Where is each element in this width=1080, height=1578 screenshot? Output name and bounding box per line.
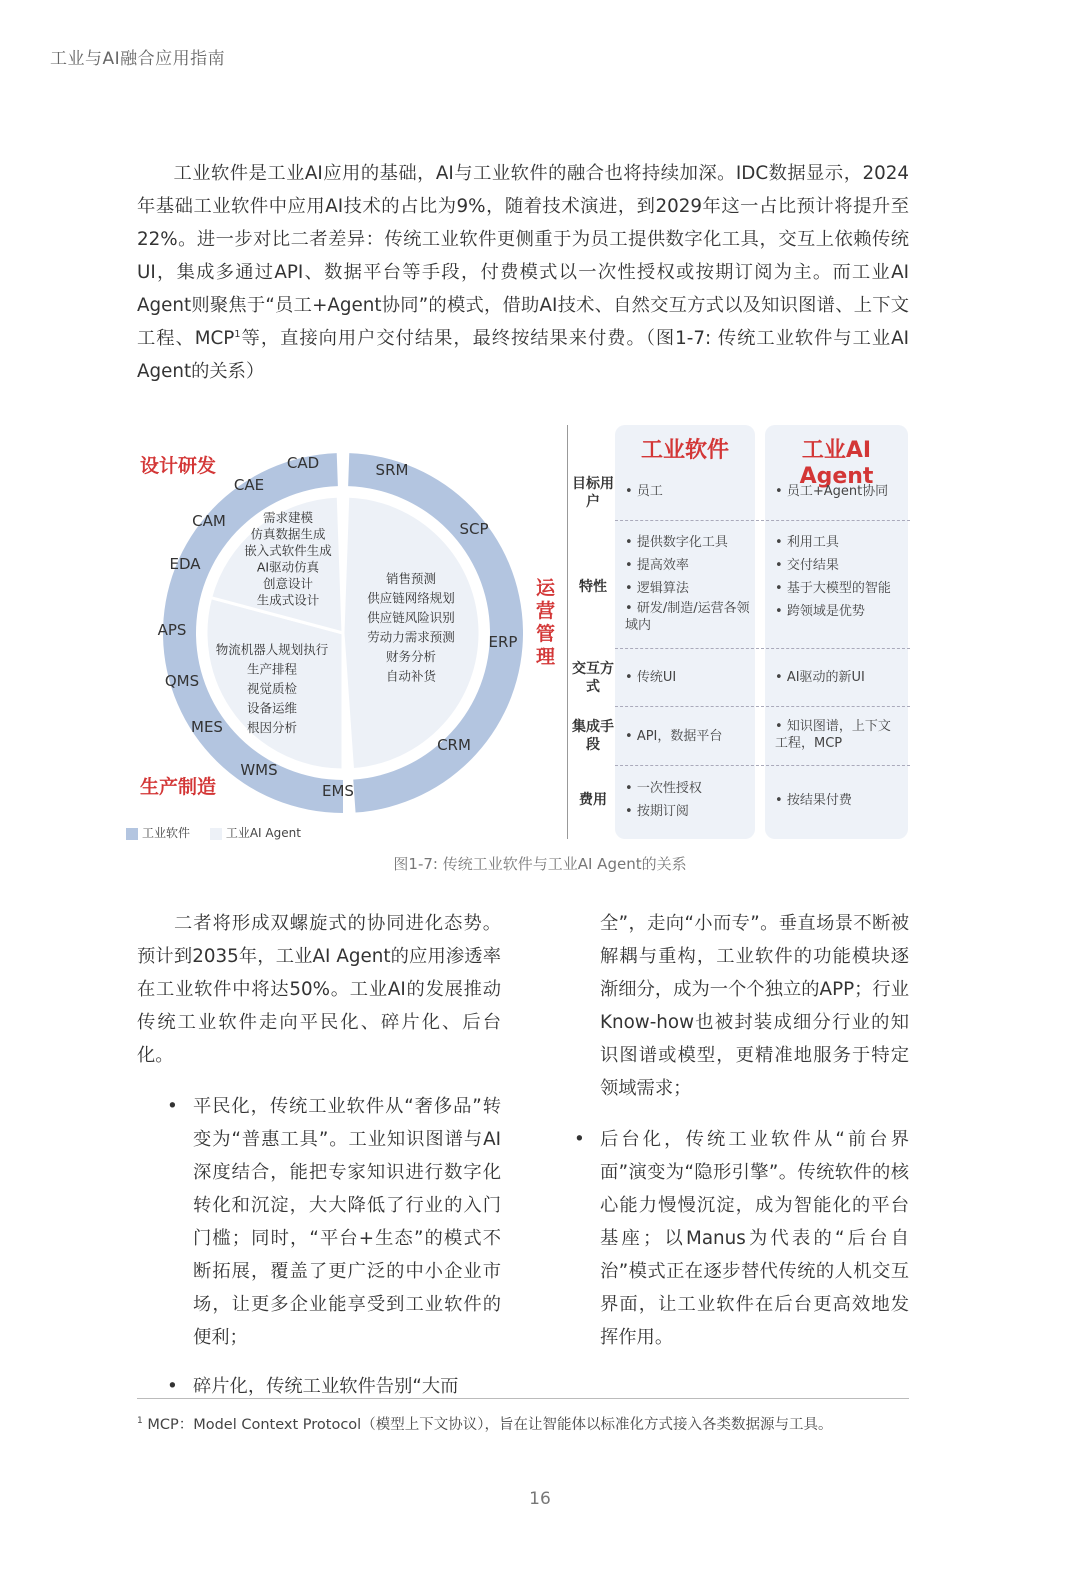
cell-interaction-software: • 传统UI: [625, 666, 750, 689]
footnote-ref: 1: [234, 328, 241, 340]
ring-label-cad: CAD: [286, 454, 320, 472]
operations-item-0: 销售预测: [385, 571, 437, 586]
category-operations-1: 营: [536, 600, 556, 622]
intro-text-b: 等，直接向用户交付结果，最终按结果来付费。（图1-7: 传统工业软件与工业AI Agent的关系）: [137, 328, 909, 382]
cell-integration-software: • API，数据平台: [625, 725, 750, 748]
production-item-4: 根因分析: [246, 720, 298, 735]
design-item-5: 生成式设计: [256, 592, 320, 608]
ring-label-erp: ERP: [488, 633, 518, 651]
design-item-2: 嵌入式软件生成: [244, 543, 332, 558]
page-number: 16: [529, 1489, 551, 1509]
ring-label-cae: CAE: [233, 476, 265, 494]
ring-label-aps: APS: [157, 621, 187, 639]
ring-label-scp: SCP: [459, 520, 489, 538]
intro-paragraph: [137, 157, 909, 388]
header-software: 工业软件: [640, 438, 729, 463]
cell-users-agent: • 员工+Agent协同: [775, 480, 905, 503]
cell-features-agent: • 利用工具 • 交付结果 • 基于大模型的智能 • 跨领域是优势: [775, 531, 905, 623]
intro-text-a: 工业软件是工业AI应用的基础，AI与工业软件的融合也将持续加深。IDC数据显示，2024年基础工业软件中应用AI技术的占比为9%，随着技术演进，到2029年这一占比预计将提升至22%。进一步对比二者差异：传统工业软件更侧重于为员工提供数字化工具，交互上依赖传统UI，集成多通过API、数据平台等手段，付费模式以一次性授权或按期订阅为主。而工业AI Agent则聚焦于“员工+Agent协同”的模式，借助AI技术、自然交互方式以及知识图谱、上下文工程、MCP: [137, 163, 909, 349]
row-label-users: 目标用户: [572, 476, 614, 510]
operations-item-5: 自动补货: [385, 668, 437, 684]
bullet-backend: • 后台化，传统工业软件从“前台界面”演变为“隐形引擎”。传统软件的核心能力慢慢沉淀，成为智能化的平台基座；以Manus为代表的“后台自治”模式正在逐步替代传统的人机交互界面，让工业软件在后台更高效地发挥作用。: [574, 1123, 909, 1354]
row-label-interaction: 交互方式: [572, 661, 614, 695]
category-operations-2: 管: [536, 623, 556, 645]
ring-label-srm: SRM: [375, 461, 409, 479]
row-label-integration: 集成手段: [572, 719, 614, 753]
running-header: 工业与AI融合应用指南: [50, 49, 226, 69]
category-design: 设计研发: [140, 455, 217, 477]
design-item-1: 仿真数据生成: [250, 526, 326, 542]
row-label-cost: 费用: [579, 792, 607, 808]
cell-users-software: • 员工: [625, 480, 750, 503]
bullet-democratize: • 平民化，传统工业软件从“奢侈品”转变为“普惠工具”。工业知识图谱与AI深度结合，能把专家知识进行数字化转化和沉淀，大大降低了行业的入门门槛；同时，“平台+生态”的模式不断拓展，覆盖了更广泛的中小企业市场，让更多企业能享受到工业软件的便利；: [167, 1090, 501, 1354]
production-item-1: 生产排程: [246, 661, 298, 677]
design-item-4: 创意设计: [262, 576, 314, 591]
design-item-3: AI驱动仿真: [256, 559, 320, 575]
ring-label-mes: MES: [191, 718, 223, 736]
operations-item-1: 供应链网络规划: [367, 590, 455, 606]
comparison-table: [567, 425, 910, 839]
production-item-0: 物流机器人规划执行: [215, 642, 329, 657]
left-intro: 二者将形成双螺旋式的协同进化态势。预计到2035年，工业AI Agent的应用渗透率在工业软件中将达50%。工业AI的发展推动传统工业软件走向平民化、碎片化、后台化。: [137, 913, 501, 1066]
ring-label-wms: WMS: [240, 761, 278, 779]
ring-label-cam: CAM: [192, 512, 226, 530]
ring-label-crm: CRM: [437, 736, 471, 754]
cell-cost-agent: • 按结果付费: [775, 789, 905, 812]
production-item-2: 视觉质检: [246, 681, 298, 696]
figure-caption: 图1-7: 传统工业软件与工业AI Agent的关系: [393, 855, 687, 873]
right-column: [574, 907, 909, 1354]
ring-label-eda: EDA: [169, 555, 201, 573]
category-operations-3: 理: [536, 646, 556, 668]
footnote-rule: [137, 1398, 909, 1399]
ring-label-qms: QMS: [164, 672, 200, 690]
production-item-3: 设备运维: [246, 700, 298, 716]
row-label-features: 特性: [579, 579, 607, 595]
cell-features-software: • 提供数字化工具 • 提高效率 • 逻辑算法 • 研发/制造/运营各领域内: [625, 531, 750, 634]
left-column: [137, 907, 501, 1403]
operations-item-2: 供应链风险识别: [367, 610, 455, 625]
footnote: $^1$ MCP：Model Context Protocol（模型上下文协议），旨在让智能体以标准化方式接入各类数据源与工具。: [137, 1416, 833, 1433]
category-operations-0: 运: [536, 577, 556, 599]
bullet-fragment-start: • 碎片化，传统工业软件告别“大而: [167, 1370, 501, 1403]
diagram-legend: [126, 824, 317, 841]
design-item-0: 需求建模: [262, 510, 314, 525]
cell-integration-agent: • 知识图谱，上下文工程，MCP: [775, 718, 900, 752]
operations-item-3: 劳动力需求预测: [367, 629, 455, 645]
cell-cost-software: • 一次性授权 • 按期订阅: [625, 777, 750, 823]
legend-software: 工业软件: [126, 826, 190, 840]
legend-agent: 工业AI Agent: [210, 826, 301, 840]
cell-interaction-agent: • AI驱动的新UI: [775, 666, 905, 689]
operations-item-4: 财务分析: [385, 649, 437, 664]
category-production: 生产制造: [140, 776, 217, 798]
ring-label-ems: EMS: [322, 782, 354, 800]
fragment-continuation: 全”，走向“小而专”。垂直场景不断被解耦与重构，工业软件的功能模块逐渐细分，成为一个个独立的APP；行业Know-how也被封装成细分行业的知识图谱或模型，更精准地服务于特定领域需求；: [600, 913, 909, 1099]
header-agent: 工业AI Agent: [799, 438, 874, 489]
